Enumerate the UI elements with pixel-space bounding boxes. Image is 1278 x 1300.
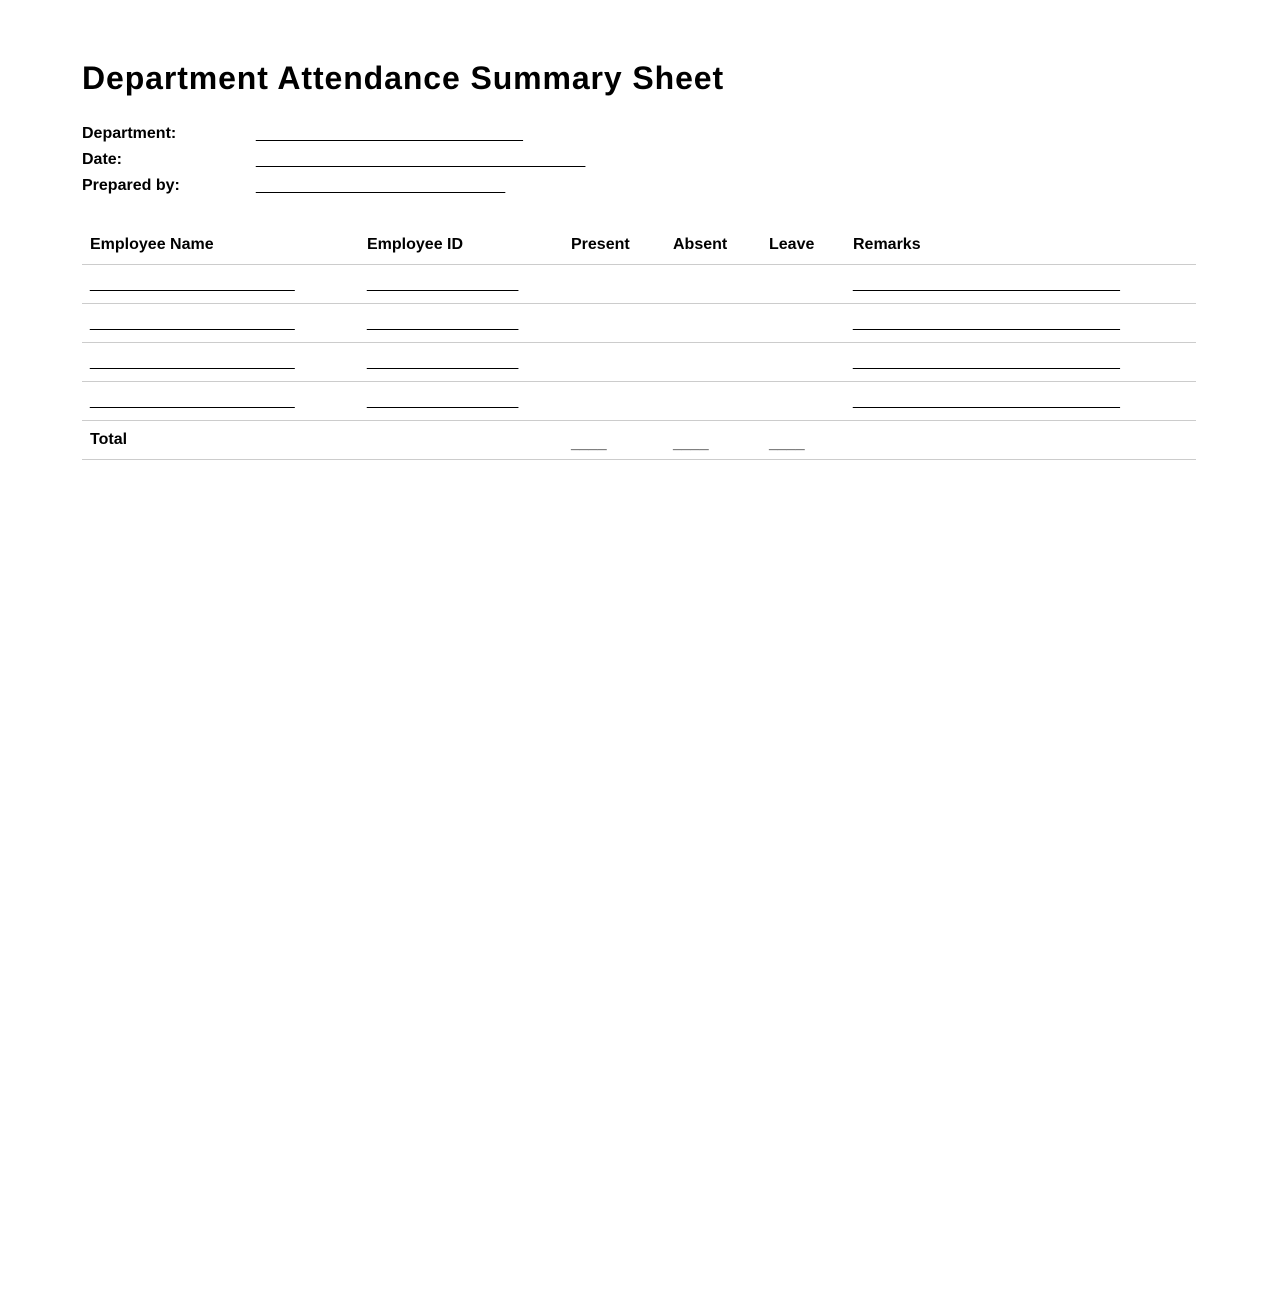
attendance-sheet [82,58,1196,460]
remarks-cell[interactable]: ______________________________ [845,343,1196,382]
employee-name-cell[interactable]: _______________________ [82,382,359,421]
prepared-by-input[interactable]: ____________________________ [256,177,506,194]
total-present-cell[interactable] [563,421,665,460]
table-header-row [82,226,1196,265]
total-id-empty [359,421,563,460]
present-cell[interactable] [563,382,665,421]
total-leave-cell[interactable] [761,421,845,460]
employee-name-cell[interactable]: _______________________ [82,343,359,382]
employee-id-cell[interactable]: _________________ [359,382,563,421]
employee-id-cell[interactable]: _________________ [359,265,563,304]
total-remarks-empty [845,421,1196,460]
header-employee-id: Employee ID [359,226,563,265]
table-row [82,343,1196,382]
total-present-blank[interactable]: ____ [571,435,607,452]
department-field [82,124,1196,150]
absent-cell[interactable] [665,382,761,421]
header-employee-name: Employee Name [82,226,359,265]
table-row [82,265,1196,304]
absent-cell[interactable] [665,304,761,343]
leave-cell[interactable] [761,304,845,343]
total-absent-blank[interactable]: ____ [673,435,709,452]
date-input[interactable]: _____________________________________ [256,151,586,168]
prepared-by-label: Prepared by: [82,177,180,194]
leave-cell[interactable] [761,382,845,421]
total-label: Total [82,421,359,460]
employee-id-cell[interactable]: _________________ [359,343,563,382]
present-cell[interactable] [563,304,665,343]
page-title: Department Attendance Summary Sheet [82,60,725,96]
total-row [82,421,1196,460]
employee-name-cell[interactable]: _______________________ [82,304,359,343]
department-input[interactable]: ______________________________ [256,125,523,142]
leave-cell[interactable] [761,265,845,304]
remarks-cell[interactable]: ______________________________ [845,382,1196,421]
header-remarks: Remarks [845,226,1196,265]
employee-id-cell[interactable]: _________________ [359,304,563,343]
leave-cell[interactable] [761,343,845,382]
remarks-cell[interactable]: ______________________________ [845,265,1196,304]
prepared-by-field [82,176,1196,202]
absent-cell[interactable] [665,343,761,382]
header-present: Present [563,226,665,265]
date-field [82,150,1196,176]
header-leave: Leave [761,226,845,265]
department-label: Department: [82,125,177,142]
meta-fields [82,124,1196,202]
date-label: Date: [82,151,123,168]
present-cell[interactable] [563,343,665,382]
total-leave-blank[interactable]: ____ [769,435,805,452]
total-absent-cell[interactable] [665,421,761,460]
table-row [82,304,1196,343]
employee-name-cell[interactable]: _______________________ [82,265,359,304]
table-row [82,382,1196,421]
remarks-cell[interactable]: ______________________________ [845,304,1196,343]
present-cell[interactable] [563,265,665,304]
header-absent: Absent [665,226,761,265]
absent-cell[interactable] [665,265,761,304]
attendance-table [82,226,1196,460]
